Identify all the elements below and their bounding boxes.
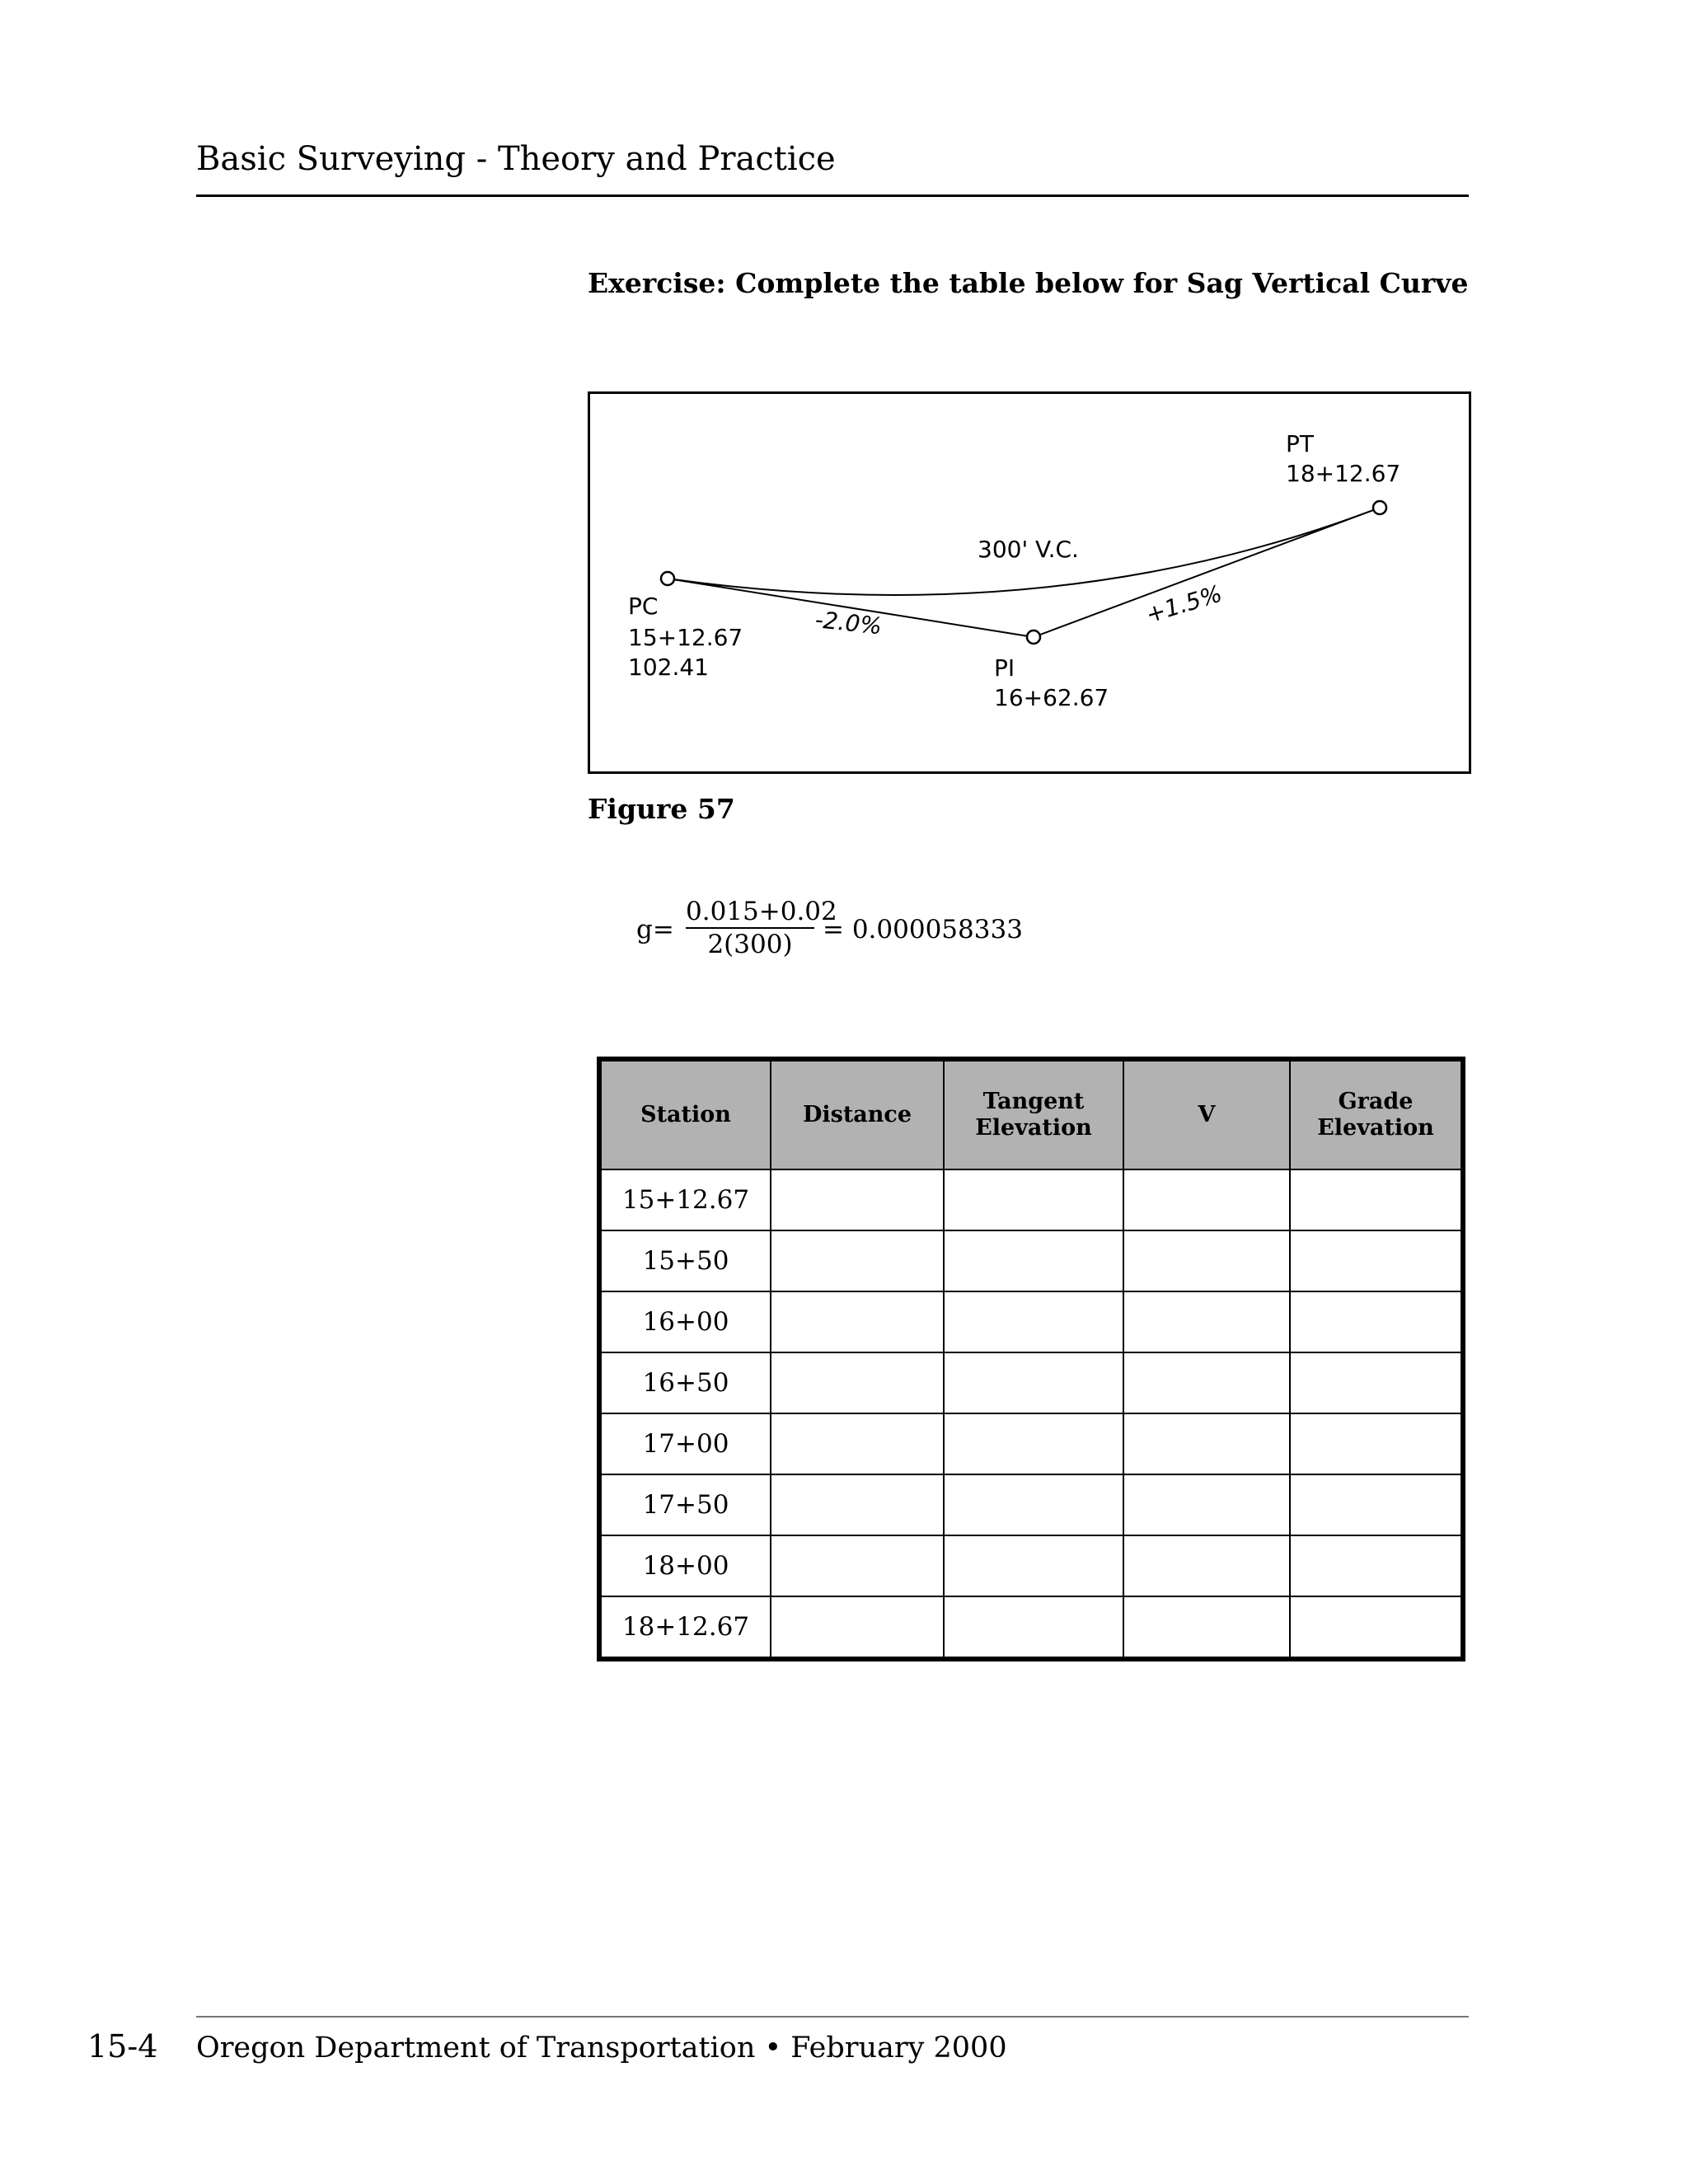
distance-cell[interactable] [771, 1230, 944, 1291]
running-header: Basic Surveying - Theory and Practice [196, 140, 836, 178]
grade-elevation-cell[interactable] [1290, 1169, 1463, 1230]
table-row [599, 1230, 1463, 1291]
distance-cell[interactable] [771, 1291, 944, 1352]
v-cell[interactable] [1123, 1413, 1290, 1474]
table-row [599, 1352, 1463, 1413]
footer-text: Oregon Department of Transportation • February 2000 [196, 2032, 1007, 2064]
header-distance: Distance [771, 1059, 944, 1169]
pi-point [1027, 630, 1040, 644]
pc-point [661, 572, 674, 585]
header-v: V [1123, 1059, 1290, 1169]
pt-station: 18+12.67 [1286, 460, 1401, 487]
formula-result: = 0.000058333 [823, 915, 1023, 944]
exercise-heading: Exercise: Complete the table below for Sag Vertical Curve [588, 267, 1469, 299]
v-cell[interactable] [1123, 1230, 1290, 1291]
v-cell[interactable] [1123, 1169, 1290, 1230]
pt-label: PT [1286, 430, 1314, 457]
table-row [599, 1535, 1463, 1596]
grade-elevation-cell[interactable] [1290, 1474, 1463, 1535]
tangent-elevation-cell[interactable] [944, 1352, 1123, 1413]
figure-57-diagram [588, 391, 1471, 774]
grade-elevation-cell[interactable] [1290, 1596, 1463, 1659]
tangent-elevation-cell[interactable] [944, 1291, 1123, 1352]
grade-elevation-cell[interactable] [1290, 1230, 1463, 1291]
grade-elevation-cell[interactable] [1290, 1291, 1463, 1352]
header-rule [196, 194, 1469, 197]
station-cell: 17+50 [599, 1474, 771, 1535]
distance-cell[interactable] [771, 1169, 944, 1230]
pi-station: 16+62.67 [994, 684, 1109, 711]
distance-cell[interactable] [771, 1352, 944, 1413]
distance-cell[interactable] [771, 1474, 944, 1535]
exercise-table-container [597, 1057, 1461, 1661]
exercise-table [597, 1057, 1465, 1661]
station-cell: 15+50 [599, 1230, 771, 1291]
pi-label: PI [994, 654, 1015, 682]
tangent-elevation-cell[interactable] [944, 1474, 1123, 1535]
table-row [599, 1474, 1463, 1535]
v-cell[interactable] [1123, 1291, 1290, 1352]
station-cell: 15+12.67 [599, 1169, 771, 1230]
v-cell[interactable] [1123, 1474, 1290, 1535]
table-header-row [599, 1059, 1463, 1169]
grade-in-label: -2.0% [814, 606, 884, 640]
table-row [599, 1169, 1463, 1230]
v-cell[interactable] [1123, 1352, 1290, 1413]
tangent-ahead [1034, 508, 1380, 637]
tangent-elevation-cell[interactable] [944, 1596, 1123, 1659]
grade-elevation-cell[interactable] [1290, 1413, 1463, 1474]
distance-cell[interactable] [771, 1596, 944, 1659]
grade-out-label: +1.5% [1142, 579, 1226, 629]
station-cell: 16+00 [599, 1291, 771, 1352]
tangent-elevation-cell[interactable] [944, 1535, 1123, 1596]
station-cell: 18+00 [599, 1535, 771, 1596]
table-row [599, 1596, 1463, 1659]
table-row [599, 1413, 1463, 1474]
formula-numerator: 0.015+0.02 [686, 897, 814, 929]
station-cell: 16+50 [599, 1352, 771, 1413]
grade-elevation-cell[interactable] [1290, 1535, 1463, 1596]
formula-lhs: g= [636, 915, 674, 944]
formula-fraction [686, 897, 837, 959]
v-cell[interactable] [1123, 1535, 1290, 1596]
pc-label: PC [628, 593, 659, 620]
page-number: 15-4 [87, 2028, 158, 2064]
distance-cell[interactable] [771, 1535, 944, 1596]
distance-cell[interactable] [771, 1413, 944, 1474]
header-grade-elevation: Grade Elevation [1290, 1059, 1463, 1169]
station-cell: 18+12.67 [599, 1596, 771, 1659]
grade-elevation-cell[interactable] [1290, 1352, 1463, 1413]
figure-caption: Figure 57 [588, 793, 735, 825]
footer-rule [196, 2016, 1469, 2018]
vertical-curve-diagram [590, 394, 1469, 771]
header-tangent-elevation: Tangent Elevation [944, 1059, 1123, 1169]
tangent-elevation-cell[interactable] [944, 1169, 1123, 1230]
formula-denominator: 2(300) [707, 930, 793, 959]
tangent-elevation-cell[interactable] [944, 1230, 1123, 1291]
station-cell: 17+00 [599, 1413, 771, 1474]
pc-station: 15+12.67 [628, 624, 743, 651]
pc-elevation: 102.41 [628, 654, 709, 681]
curve-length-label: 300' V.C. [978, 536, 1079, 563]
table-row [599, 1291, 1463, 1352]
header-station: Station [599, 1059, 771, 1169]
pt-point [1373, 501, 1386, 514]
v-cell[interactable] [1123, 1596, 1290, 1659]
tangent-elevation-cell[interactable] [944, 1413, 1123, 1474]
